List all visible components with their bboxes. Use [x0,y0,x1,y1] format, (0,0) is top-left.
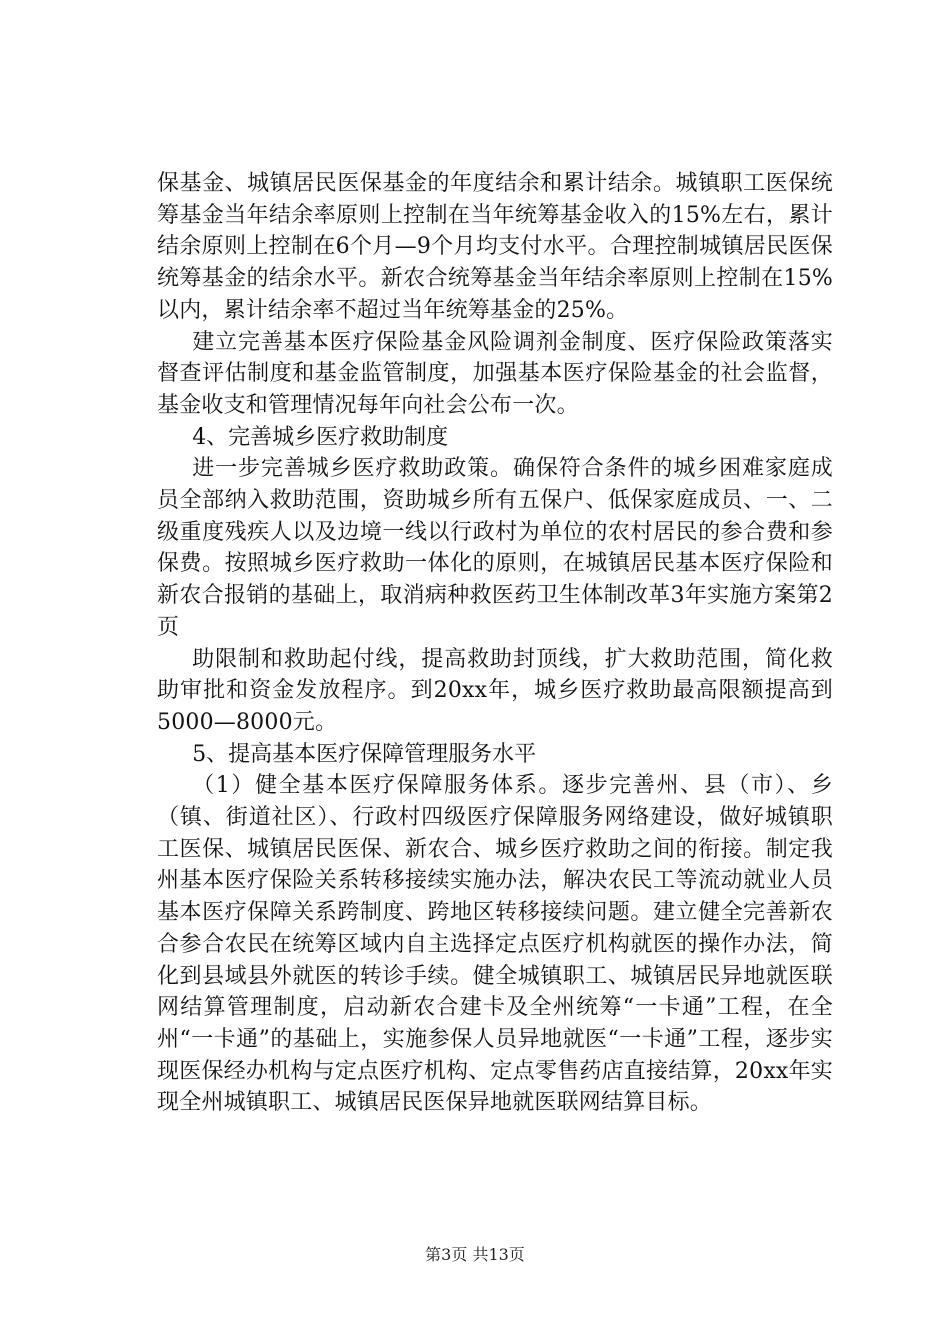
paragraph-risk-fund-system: 建立完善基本医疗保险基金风险调剂金制度、医疗保险政策落实督查评估制度和基金监管制度，加强基本医疗保险基金的社会监督，基金收支和管理情况每年向社会公布一次。 [157,329,833,418]
page-footer: 第3页 共13页 [425,1245,525,1264]
paragraph-service-system: （1）健全基本医疗保障服务体系。逐步完善州、县（市）、乡（镇、街道社区）、行政村四级医疗保障服务网络建设，做好城镇职工医保、城镇居民医保、新农合、城乡医疗救助之间的衔接。制定我州基本医疗保险关系转移接续实施办法，解决农民工等流动就业人员基本医疗保障关系跨制度、跨地区转移接续问题。建立健全完善新农合参合农民在统筹区域内自主选择定点医疗机构就医的操作办法，简化到县域县外就医的转诊手续。健全城镇职工、城镇居民异地就医联网结算管理制度，启动新农合建卡及全州统筹“一卡通”工程，在全州“一卡通”的基础上，实施参保人员异地就医“一卡通”工程，逐步实现医保经办机构与定点医疗机构、定点零售药店直接结算，20xx年实现全州城镇职工、城镇居民医保异地就医联网结算目标。 [157,773,833,1116]
paragraph-medical-aid-policy: 进一步完善城乡医疗救助政策。确保符合条件的城乡困难家庭成员全部纳入救助范围，资助城乡所有五保户、低保家庭成员、一、二级重度残疾人以及边境一线以行政村为单位的农村居民的参合费和参保费。按照城乡医疗救助一体化的原则，在城镇居民基本医疗保险和新农合报销的基础上，取消病种救医药卫生体制改革3年实施方案第2页 [157,456,833,640]
paragraph-aid-limits: 助限制和救助起付线，提高救助封顶线，扩大救助范围，简化救助审批和资金发放程序。到20xx年，城乡医疗救助最高限额提高到5000—8000元。 [157,646,833,735]
section-heading-service-level: 5、提高基本医疗保障管理服务水平 [192,741,537,767]
section-heading-medical-aid: 4、完善城乡医疗救助制度 [192,424,449,450]
paragraph-fund-balance: 保基金、城镇居民医保基金的年度结余和累计结余。城镇职工医保统筹基金当年结余率原则上控制在当年统筹基金收入的15%左右，累计结余原则上控制在6个月—9个月均支付水平。合理控制城镇居民医保统筹基金的结余水平。新农合统筹基金当年结余率原则上控制在15%以内，累计结余率不超过当年统筹基金的25%。 [157,171,833,323]
document-body [157,168,833,1119]
